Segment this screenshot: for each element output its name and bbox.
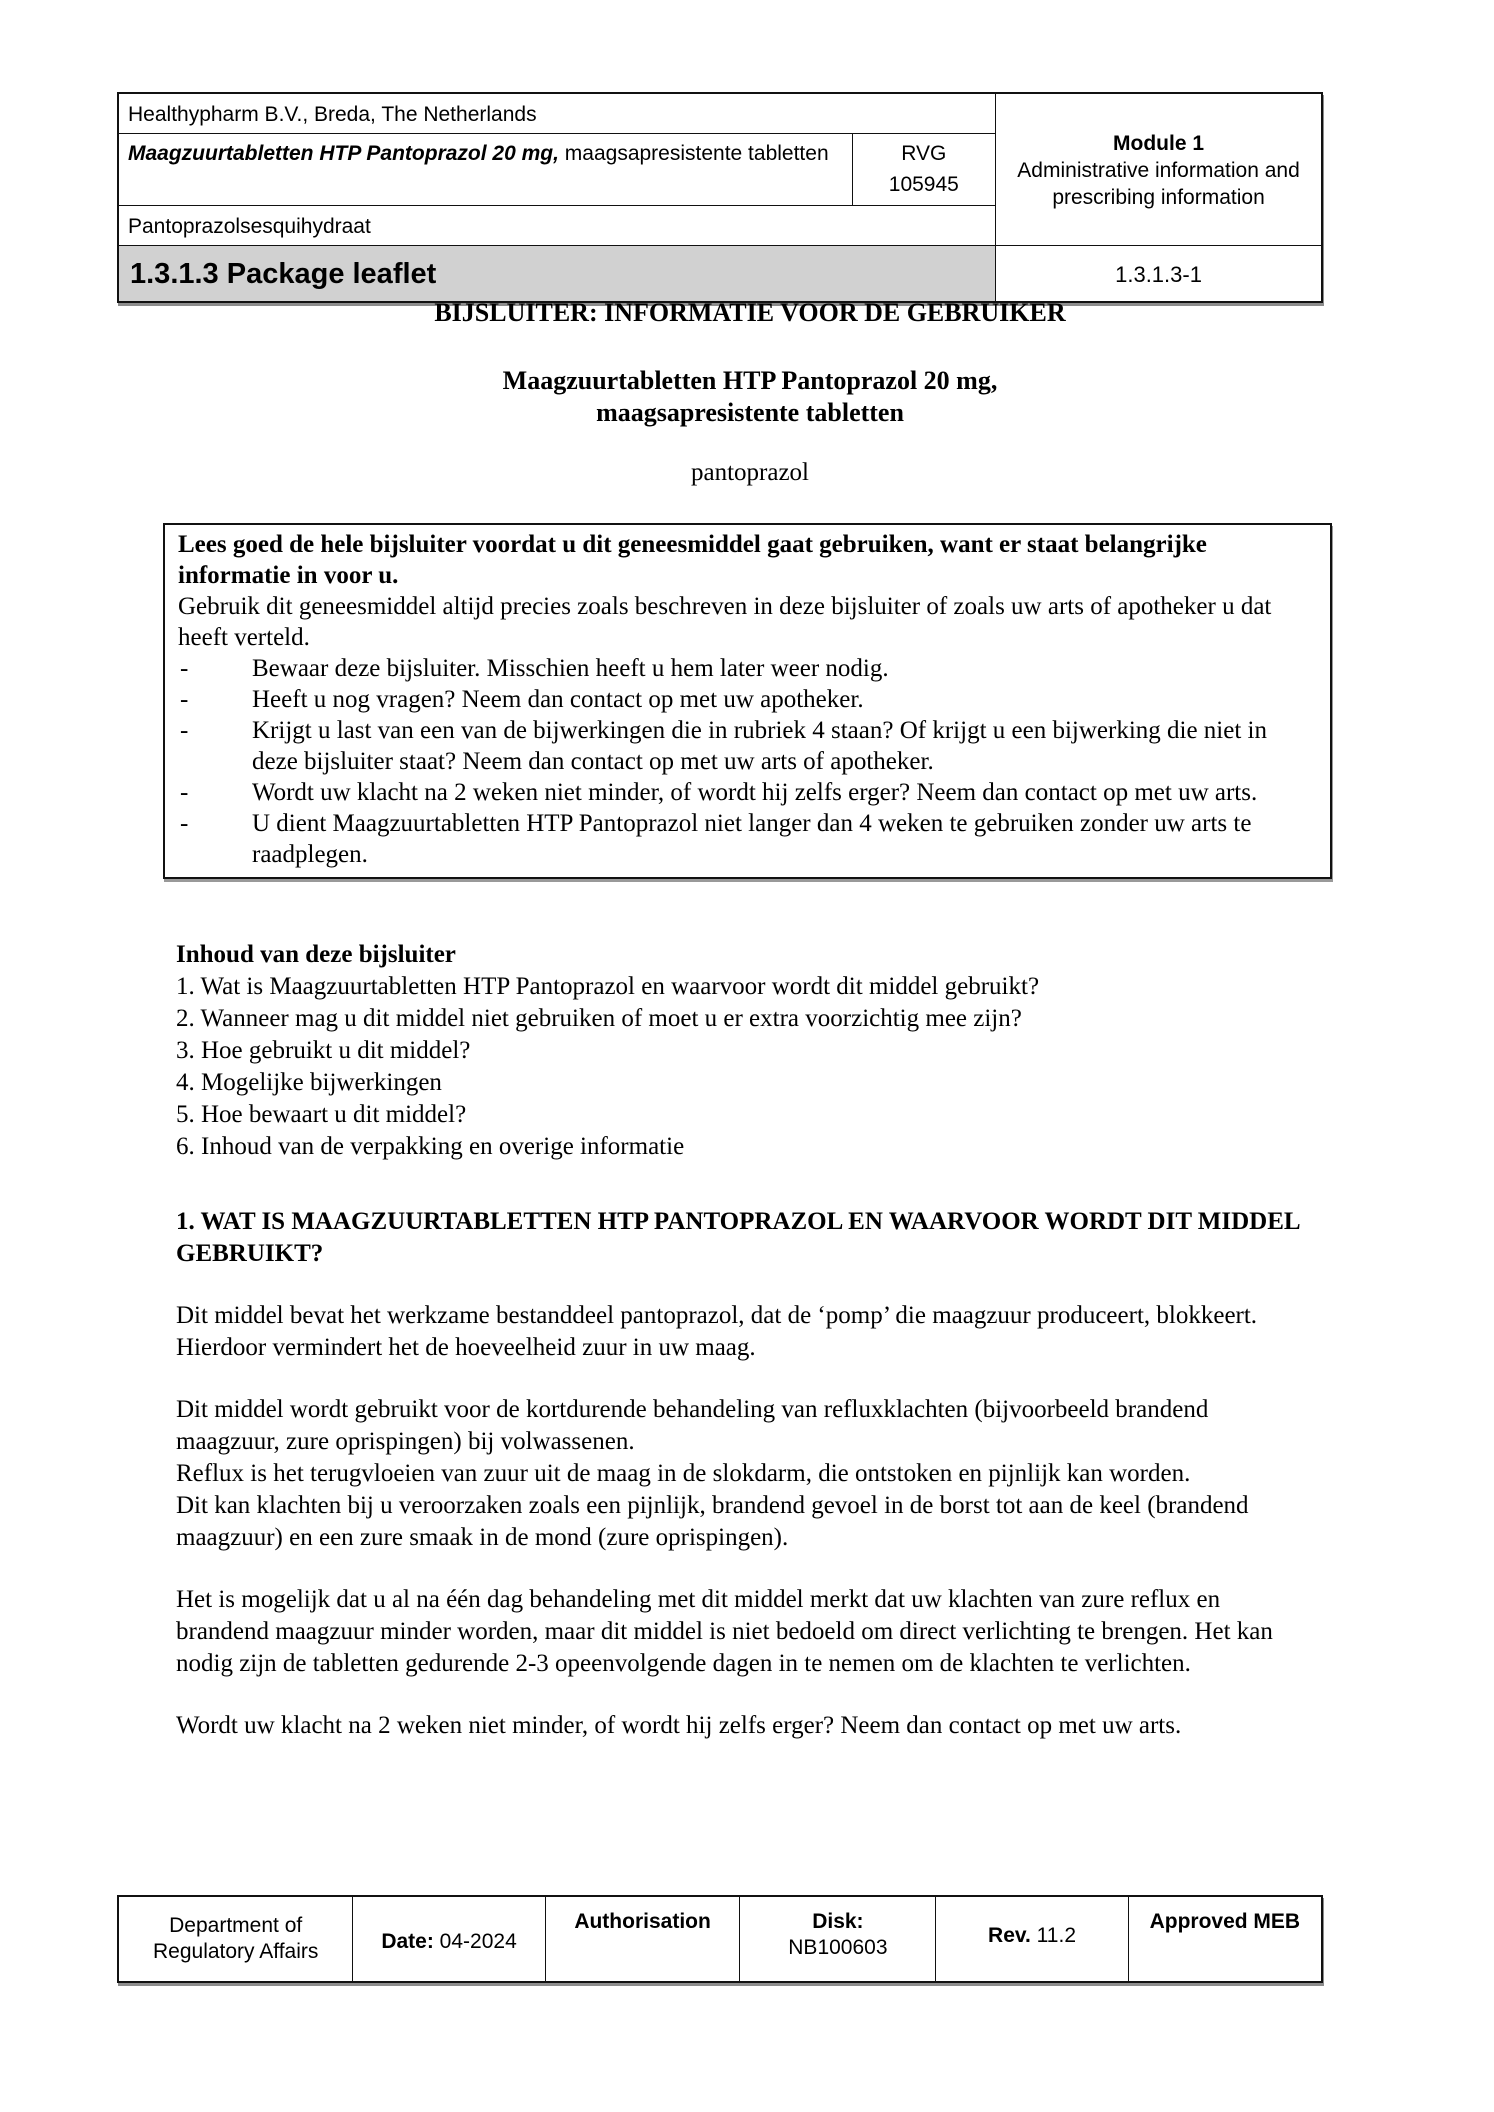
approved-label: Approved MEB	[1149, 1910, 1301, 1933]
paragraph-line: Dit middel bevat het werkzame bestanddeel pantoprazol, dat de ‘pomp’ die maagzuur produceert, blokkeert. Hierdoor vermindert het de hoeveelheid zuur in uw maag.	[176, 1302, 1258, 1361]
doc-code: 1.3.1.3-1	[1115, 262, 1202, 287]
toc-item-6: 6. Inhoud van de verpakking en overige informatie	[176, 1133, 685, 1160]
package-leaflet-title: 1.3.1.3 Package leaflet	[130, 258, 437, 290]
toc-item-4: 4. Mogelijke bijwerkingen	[176, 1069, 442, 1096]
footer-table	[117, 1895, 1323, 1983]
toc-item-5: 5. Hoe bewaart u dit middel?	[176, 1101, 467, 1128]
leaflet-main-title: BIJSLUITER: INFORMATIE VOOR DE GEBRUIKER	[434, 298, 1066, 327]
section-1-heading: 1. WAT IS MAAGZUURTABLETTEN HTP PANTOPRAZOL EN WAARVOOR WORDT DIT MIDDEL GEBRUIKT?	[176, 1208, 1300, 1267]
package-leaflet-cell	[119, 246, 996, 301]
toc-item-1: 1. Wat is Maagzuurtabletten HTP Pantoprazol en waarvoor wordt dit middel gebruikt?	[176, 973, 1040, 1000]
company-cell	[119, 94, 996, 134]
toc-item-3: 3. Hoe gebruikt u dit middel?	[176, 1037, 471, 1064]
rvg-number: 105945	[888, 173, 959, 196]
toc	[176, 939, 1316, 1163]
paragraph	[176, 1584, 1316, 1680]
paragraph-line: Wordt uw klacht na 2 weken niet minder, of wordt hij zelfs erger? Neem dan contact op met uw arts.	[176, 1712, 1182, 1739]
date-cell	[353, 1897, 545, 1981]
paragraph-line: Dit kan klachten bij u veroorzaken zoals een pijnlijk, brandend gevoel in de borst tot aan de keel (brandend maagzuur) en een zure smaak in de mond (zure oprispingen).	[176, 1492, 1249, 1551]
header-table	[117, 92, 1323, 303]
toc-item-2: 2. Wanneer mag u dit middel niet gebruiken of moet u er extra voorzichtig mee zijn?	[176, 1005, 1022, 1032]
section-1	[176, 1206, 1316, 1742]
module-subtitle: Administrative information and prescribing information	[1017, 159, 1300, 209]
paragraph-line: Dit middel wordt gebruikt voor de kortdurende behandeling van refluxklachten (bijvoorbeeld brandend maagzuur, zure oprispingen) bij volwassenen.	[176, 1396, 1209, 1455]
warning-bullet: - U dient Maagzuurtabletten HTP Pantoprazol niet langer dan 4 weken te gebruiken zonder uw arts te raadplegen.	[178, 808, 1316, 870]
module-title: Module 1	[1113, 132, 1205, 155]
paragraph	[176, 1394, 1316, 1554]
warning-bullet-list	[178, 653, 1316, 870]
authorisation-cell	[546, 1897, 741, 1981]
substance-name: Pantoprazolsesquihydraat	[128, 215, 371, 238]
product-cell	[119, 134, 853, 206]
warning-box	[163, 523, 1332, 879]
approved-cell	[1129, 1897, 1321, 1981]
authorisation-label: Authorisation	[574, 1910, 711, 1933]
date-value: 04-2024	[433, 1930, 517, 1953]
warning-lead: Lees goed de hele bijsluiter voordat u dit geneesmiddel gaat gebruiken, want er staat belangrijke informatie in voor u.	[178, 531, 1207, 589]
rvg-cell	[853, 134, 997, 206]
paragraph	[176, 1710, 1316, 1742]
document-title-block	[150, 297, 1350, 489]
rev-label: Rev.	[988, 1924, 1031, 1947]
warning-bullet: - Heeft u nog vragen? Neem dan contact op met uw apotheker.	[178, 684, 1316, 715]
substance-cell	[119, 206, 996, 246]
disk-value: NB100603	[788, 1936, 888, 1959]
doc-code-cell	[996, 246, 1321, 301]
disk-label: Disk:	[812, 1910, 864, 1933]
rev-cell	[936, 1897, 1128, 1981]
paragraph-line: Reflux is het terugvloeien van zuur uit de maag in de slokdarm, die ontstoken en pijnlijk kan worden.	[176, 1460, 1191, 1487]
product-name: Maagzuurtabletten HTP Pantoprazol 20 mg,	[128, 142, 559, 165]
rev-value: 11.2	[1030, 1924, 1076, 1947]
department-cell	[119, 1897, 353, 1981]
warning-intro: Gebruik dit geneesmiddel altijd precies zoals beschreven in deze bijsluiter of zoals uw arts of apotheker u dat heeft verteld.	[178, 593, 1272, 651]
warning-bullet: - Krijgt u last van een van de bijwerkingen die in rubriek 4 staan? Of krijgt u een bijwerking die niet in deze bijsluiter staat? Neem dan contact op met uw arts of apotheker.	[178, 715, 1316, 777]
warning-bullet: - Wordt uw klacht na 2 weken niet minder, of wordt hij zelfs erger? Neem dan contact op met uw arts.	[178, 777, 1316, 808]
rvg-label: RVG	[901, 142, 947, 165]
date-label: Date:	[381, 1930, 434, 1953]
company-name: Healthypharm B.V., Breda, The Netherlands	[128, 103, 537, 126]
module-cell	[996, 94, 1321, 246]
disk-cell	[740, 1897, 936, 1981]
paragraph	[176, 1300, 1316, 1364]
paragraph-line: Het is mogelijk dat u al na één dag behandeling met dit middel merkt dat uw klachten van zure reflux en brandend maagzuur minder worden, maar dit middel is niet bedoeld om direct verlichting te brengen. Het kan nodig zijn de tabletten gedurende 2-3 opeenvolgende dagen in te nemen om de klachten te verlichten.	[176, 1586, 1273, 1677]
active-substance: pantoprazol	[690, 459, 809, 486]
leaflet-form-line: maagsapresistente tabletten	[596, 398, 904, 427]
product-suffix: maagsapresistente tabletten	[558, 142, 829, 165]
warning-bullet: - Bewaar deze bijsluiter. Misschien heeft u hem later weer nodig.	[178, 653, 1316, 684]
toc-heading: Inhoud van deze bijsluiter	[176, 941, 456, 968]
leaflet-product-line: Maagzuurtabletten HTP Pantoprazol 20 mg,	[502, 366, 998, 395]
department-label: Department of Regulatory Affairs	[153, 1914, 319, 1963]
